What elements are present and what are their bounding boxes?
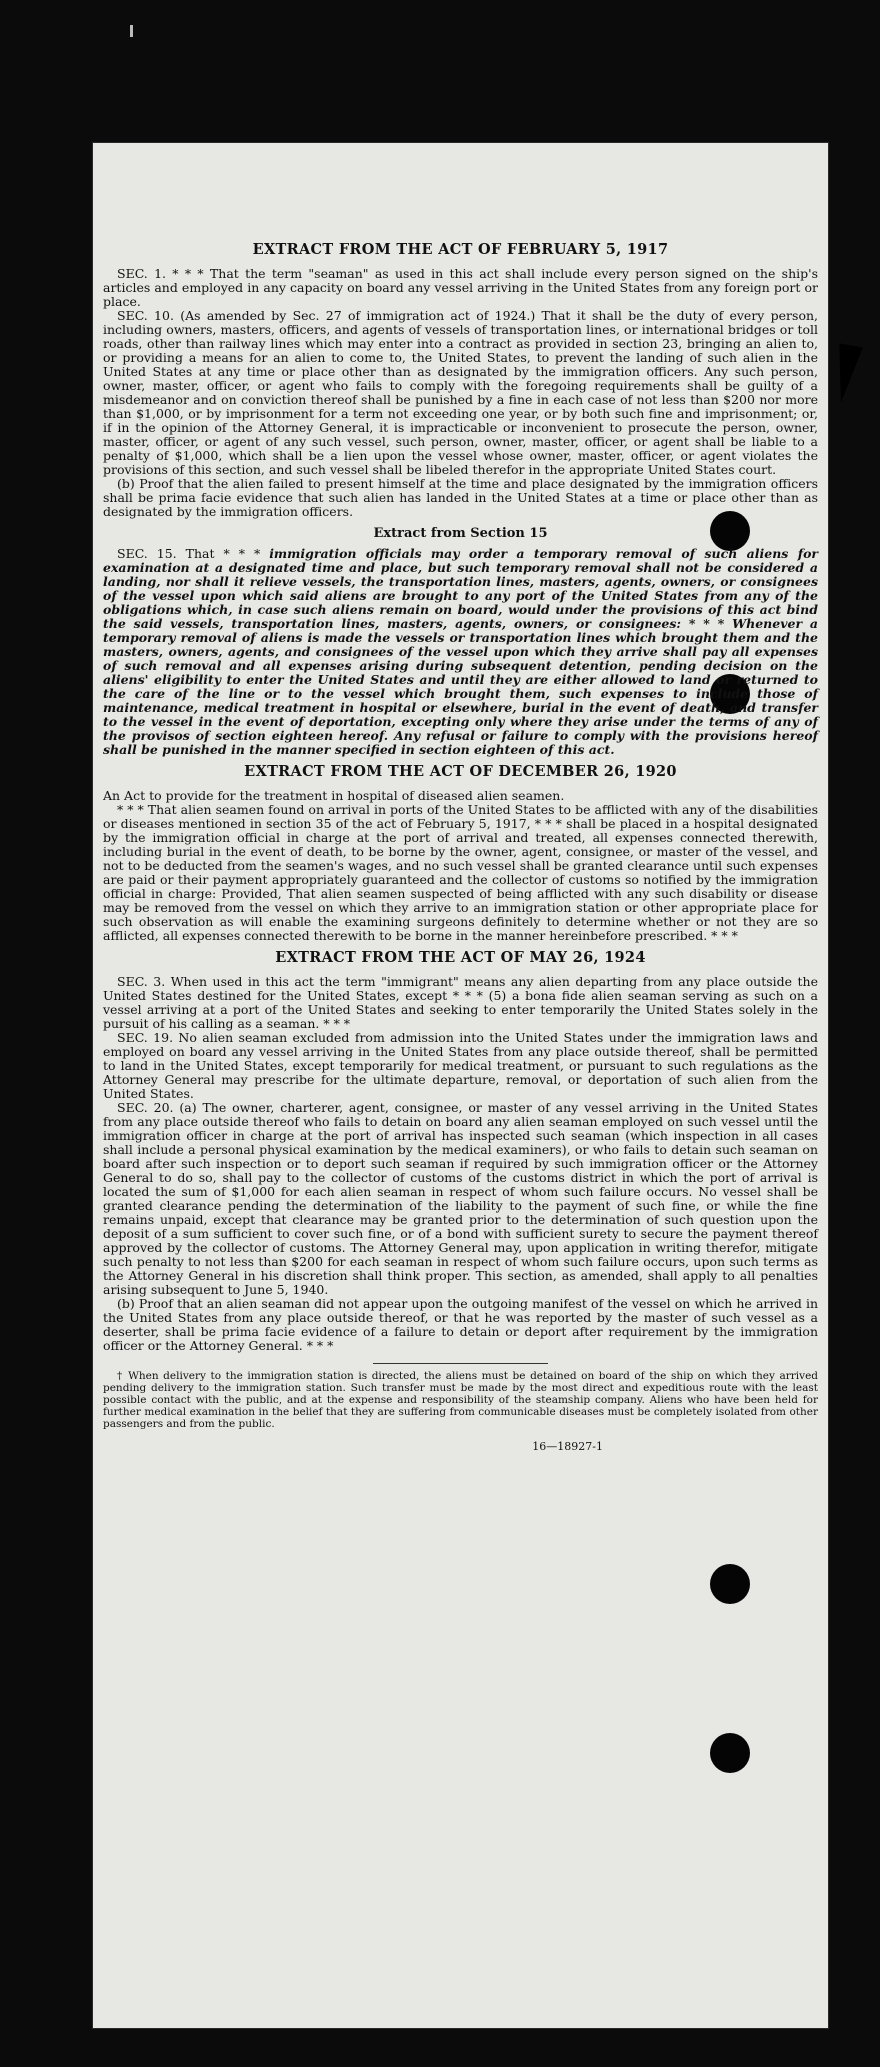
section-heading: EXTRACT FROM THE ACT OF MAY 26, 1924 xyxy=(275,949,646,966)
italic-text: immigration officials may order a temporary removal of such aliens for examination at a designated time and place, but such temporary removal shall not be considered a landing, nor shall it relieve vessels, the transportation lines, masters, agents, owners, or consignees of the vessel upon which said aliens are brought to any port of the United States from any of the obligations which, in case such aliens remain on board, would under the provisions of this act bind the said vessels, transportation lines, masters, agents, owners, or consignees: * * * Whenever a temporary removal of aliens is made the vessels or transportation lines which brought them and the masters, owners, agents, and consignees of the vessel upon which they arrive shall pay all expenses of such removal and all expenses arising during subsequent detention, pending decision on the aliens' eligibility to enter the United States and until they are either allowed to land or returned to the care of the line or to the vessel which brought them, such expenses to include those of maintenance, medical treatment in hospital or elsewhere, burial in the event of death, and transfer to the vessel in the event of deportation, excepting only where they arise under the terms of any of the provisos of section eighteen hereof. Any refusal or failure to comply with the provisions hereof shall be punished in the manner specified in section eighteen of this act. xyxy=(103,546,818,757)
paragraph: SEC. 1. * * * That the term "seaman" as used in this act shall include every person signed on the ship's articles and employed in any capacity on board any vessel arriving in the United States from any foreign port or place. xyxy=(103,266,818,309)
paragraph: An Act to provide for the treatment in hospital of diseased alien seamen. xyxy=(103,788,565,803)
subsection-heading: Extract from Section 15 xyxy=(373,526,548,541)
paragraph: (b) Proof that the alien failed to present himself at the time and place designated by the immigration officers shall be prima facie evidence that such alien has landed in the United States at a time or place other than as designated by the immigration officers. xyxy=(103,476,818,519)
paragraph-lead: SEC. 15. That * * * xyxy=(117,546,261,561)
section-heading: EXTRACT FROM THE ACT OF FEBRUARY 5, 1917 xyxy=(252,241,669,258)
punch-hole xyxy=(710,1733,750,1773)
paragraph: (b) Proof that an alien seaman did not appear upon the outgoing manifest of the vessel on which he arrived in the United States from any place outside thereof, or that he was reported by the master of such vessel as a deserter, shall be prima facie evidence of a failure to detain or deport after requirement by the immigration officer or the Attorney General. * * * xyxy=(103,1296,818,1353)
ink-mark xyxy=(829,343,863,404)
paragraph: SEC. 20. (a) The owner, charterer, agent, consignee, or master of any vessel arriving in the United States from any place outside thereof who fails to detain on board any alien seaman employed on such vessel until the immigration officer in charge at the port of arrival has inspected such seaman (which inspection in all cases shall include a personal physical examination by the medical examiners), or who fails to detain such seaman on board after such inspection or to deport such seaman if required by such immigration officer or the Attorney General to do so, shall pay to the collector of customs of the customs district in which the port of arrival is located the sum of $1,000 for each alien seaman in respect of whom such failure occurs. No vessel shall be granted clearance pending the determination of the liability to the payment of such fine, or while the fine remains unpaid, except that clearance may be granted prior to the determination of such question upon the deposit of a sum sufficient to cover such fine, or of a bond with sufficient surety to secure the payment thereof approved by the collector of customs. The Attorney General may, upon application in writing therefor, mitigate such penalty to not less than $200 for each seaman in respect of whom such failure occurs, upon such terms as the Attorney General in his discretion shall think proper. This section, as amended, shall apply to all penalties arising subsequent to June 5, 1940. xyxy=(103,1100,818,1297)
paragraph: SEC. 10. (As amended by Sec. 27 of immigration act of 1924.) That it shall be the duty of every person, including owners, masters, officers, and agents of vessels of transportation lines, or international bridges or toll roads, other than railway lines which may enter into a contract as provided in section 23, bringing an alien to, or providing a means for an alien to come to, the United States, to prevent the landing of such alien in the United States at any time or place other than as designated by the immigration officers. Any such person, owner, master, officer, or agent who fails to comply with the foregoing requirements shall be guilty of a misdemeanor and on conviction thereof shall be punished by a fine in each case of not less than $200 nor more than $1,000, or by imprisonment for a term not exceeding one year, or by both such fine and imprisonment; or, if in the opinion of the Attorney General, it is impracticable or inconvenient to prosecute the person, owner, master, officer, or agent of any such vessel, such person, owner, master, officer, or agent shall be liable to a penalty of $1,000, which shall be a lien upon the vessel whose owner, master, officer, or agent violates the provisions of this section, and such vessel shall be libeled therefor in the appropriate United States court. xyxy=(103,308,818,477)
punch-hole xyxy=(710,1564,750,1604)
paragraph: SEC. 3. When used in this act the term "immigrant" means any alien departing from any place outside the United States destined for the United States, except * * * (5) a bona fide alien seaman serving as such on a vessel arriving at a port of the United States and seeking to enter temporarily the United States solely in the pursuit of his calling as a seaman. * * * xyxy=(103,974,818,1031)
paragraph xyxy=(103,547,818,757)
footnote-divider xyxy=(373,1363,548,1364)
paragraph: * * * That alien seamen found on arrival in ports of the United States to be afflicted with any of the disabilities or diseases mentioned in section 35 of the act of February 5, 1917, * * * shall be placed in a hospital designated by the immigration official in charge at the port of arrival and treated, all expenses connected therewith, including burial in the event of death, to be borne by the owner, agent, consignee, or master of the vessel, and not to be deducted from the seamen's wages, and no such vessel shall be granted clearance until such expenses are paid or their payment appropriately guaranteed and the collector of customs so notified by the immigration official in charge: Provided, That alien seamen suspected of being afflicted with any such disability or disease may be removed from the vessel on which they arrive to an immigration station or other appropriate place for such observation as will enable the examining surgeons definitely to determine whether or not they are so afflicted, all expenses connected therewith to be borne in the manner hereinbefore prescribed. * * * xyxy=(103,802,818,943)
footnote: † When delivery to the immigration station is directed, the aliens must be detained on board of the ship on which they arrived pending delivery to the immigration station. Such transfer must be made by the most direct and expeditious route with the least possible contact with the public, and at the expense and responsibility of the steamship company. Aliens who have been held for further medical examination in the belief that they are suffering from communicable diseases must be completely isolated from other passengers and from the public. xyxy=(103,1370,818,1430)
document-page xyxy=(93,143,828,2028)
paragraph: SEC. 19. No alien seaman excluded from admission into the United States under the immigration laws and employed on board any vessel arriving in the United States from any place outside thereof, shall be permitted to land in the United States, except temporarily for medical treatment, or pursuant to such regulations as the Attorney General may prescribe for the ultimate departure, removal, or deportation of such alien from the United States. xyxy=(103,1030,818,1101)
scan-speck xyxy=(130,25,133,37)
form-number: 16—18927-1 xyxy=(532,1440,603,1453)
document-body xyxy=(103,243,818,1454)
section-heading: EXTRACT FROM THE ACT OF DECEMBER 26, 1920 xyxy=(244,763,677,780)
